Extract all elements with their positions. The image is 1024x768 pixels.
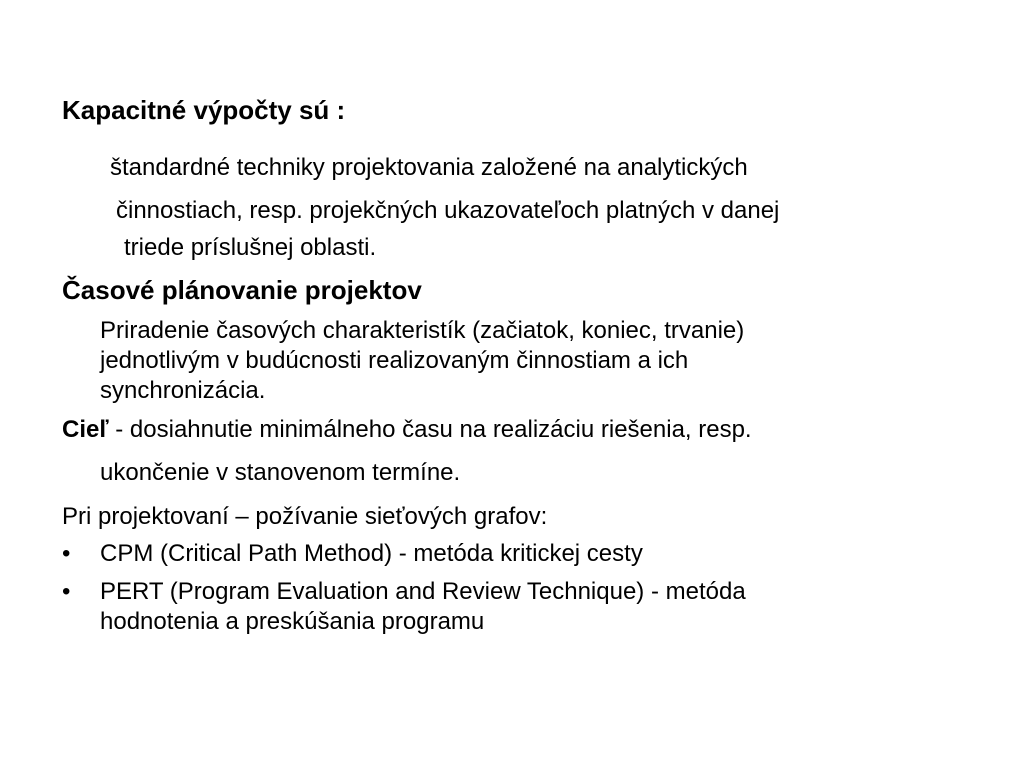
bullet-marker: •	[62, 578, 71, 605]
capacity-text-line-2: činnostiach, resp. projekčných ukazovateľoch platných v danej	[116, 197, 780, 224]
goal-label: Cieľ	[62, 416, 109, 443]
capacity-text-line-3: triede príslušnej oblasti.	[124, 234, 377, 261]
capacity-text-line-1: štandardné techniky projektovania založené na analytických	[110, 154, 748, 181]
time-planning-text-line-2: jednotlivým v budúcnosti realizovaným činnostiam a ich	[100, 347, 689, 374]
goal-line-2: ukončenie v stanovenom termíne.	[100, 459, 461, 486]
time-planning-text-line-3: synchronizácia.	[100, 377, 266, 404]
bullet-item-pert-line-1: PERT (Program Evaluation and Review Technique) - metóda	[100, 578, 746, 605]
bullet-marker: •	[62, 540, 71, 567]
bullet-item-cpm: CPM (Critical Path Method) - metóda kritickej cesty	[100, 540, 643, 567]
networks-intro: Pri projektovaní – požívanie sieťových grafov:	[62, 503, 548, 530]
goal-line-1	[62, 415, 752, 445]
time-planning-text-line-1: Priradenie časových charakteristík (začiatok, koniec, trvanie)	[100, 317, 745, 344]
heading-capacity: Kapacitné výpočty sú :	[62, 95, 346, 125]
goal-text: - dosiahnutie minimálneho času na realizáciu riešenia, resp.	[108, 416, 752, 443]
bullet-item-pert-line-2: hodnotenia a preskúšania programu	[100, 608, 485, 635]
heading-time-planning: Časové plánovanie projektov	[62, 275, 422, 305]
